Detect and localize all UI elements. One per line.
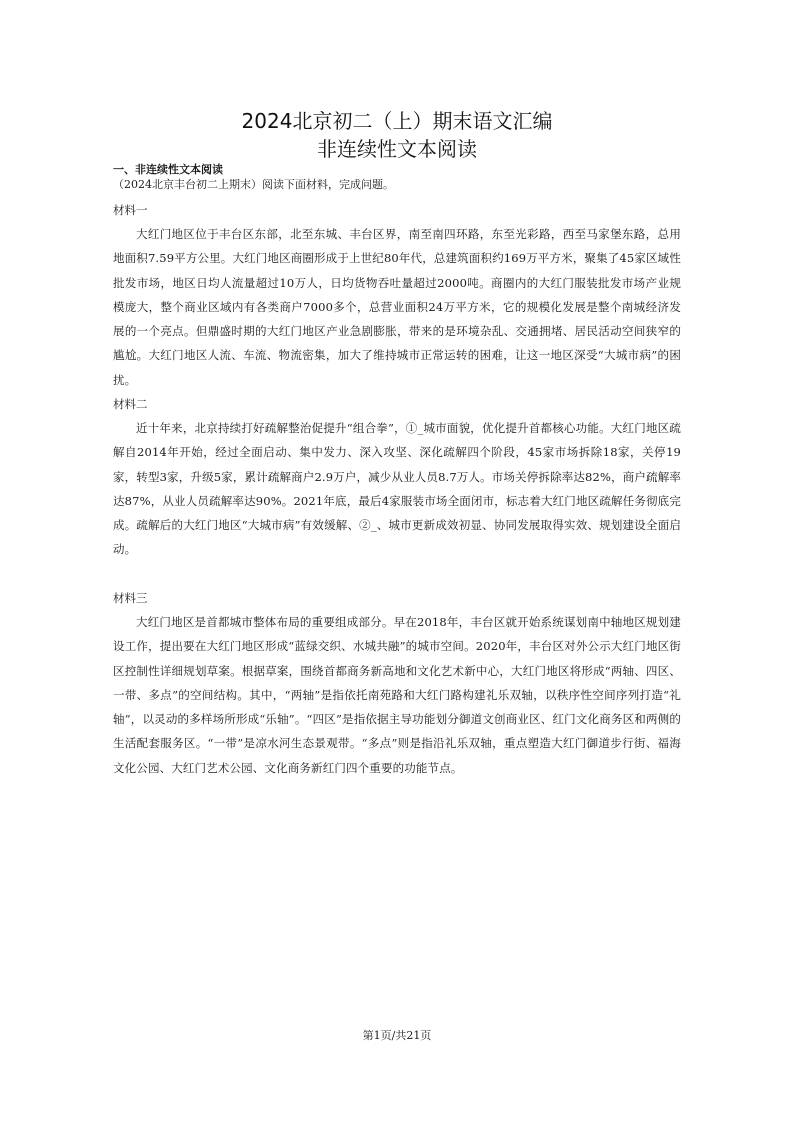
material-text-3: 大红门地区是首都城市整体布局的重要组成部分。早在2018年，丰台区就开始系统谋划南中轴地区规划建设工作，提出要在大红门地区形成“蓝绿交织、水城共融”的城市空间。2020年，丰台区对外公示大红门地区街区控制性详细规划草案。根据草案，围绕首都商务新高地和文化艺术新中心，大红门地区将形成“两轴、四区、一带、多点”的空间结构。其中，“两轴”是指依托南苑路和大红门路构建礼乐双轴，以秩序性空间序列打造“礼轴”，以灵动的多样场所形成“乐轴”。“四区”是指依据主导功能划分御道文创商业区、红门文化商务区和两侧的生活配套服务区。“一带”是凉水河生态景观带。“多点”则是指沿礼乐双轴，重点塑造大红门御道步行街、福海文化公园、大红门艺术公园、文化商务新红门四个重要的功能节点。 bbox=[113, 615, 681, 775]
material-label-1: 材料一 bbox=[113, 203, 148, 217]
material-label-2: 材料二 bbox=[113, 397, 148, 411]
source-line: （2024北京丰台初二上期末）阅读下面材料，完成问题。 bbox=[113, 178, 394, 191]
document-title: 2024北京初二（上）期末语文汇编 bbox=[241, 109, 553, 133]
section-heading: 一、非连续性文本阅读 bbox=[113, 163, 223, 176]
material-text-1: 大红门地区位于丰台区东部，北至东城、丰台区界，南至南四环路，东至光彩路，西至马家堡东路，总用地面积7.59平方公里。大红门地区商圈形成于上世纪80年代，总建筑面积约169万平方米，聚集了45家区域性批发市场，地区日均人流量超过10万人，日均货物吞吐量超过2000吨。商圈内的大红门服装批发市场产业规模庞大，整个商业区域内有各类商户7000多个，总营业面积24万平方米，它的规模化发展是整个南城经济发展的一个亮点。但鼎盛时期的大红门地区产业急剧膨胀，带来的是环境杂乱、交通拥堵、居民活动空间狭窄的尴尬。大红门地区人流、车流、物流密集，加大了维持城市正常运转的困难，让这一地区深受“大城市病”的困扰。 bbox=[113, 227, 681, 387]
material-text-2: 近十年来，北京持续打好疏解整治促提升“组合拳”，①_城市面貌，优化提升首都核心功能。大红门地区疏解自2014年开始，经过全面启动、集中发力、深入攻坚、深化疏解四个阶段，45家市场拆除18家，关停19家，转型3家，升级5家，累计疏解商户2.9万户，减少从业人员8.7万人。市场关停拆除率达82%，商户疏解率达87%，从业人员疏解率达90%。2021年底，最后4家服装市场全面闭市，标志着大红门地区疏解任务彻底完成。疏解后的大红门地区“大城市病”有效缓解、②_、城市更新成效初显、协同发展取得实效、规划建设全面启动。 bbox=[113, 421, 681, 557]
page-footer: 第1页/共21页 bbox=[362, 1029, 432, 1042]
material-label-3: 材料三 bbox=[113, 591, 148, 605]
document-subtitle: 非连续性文本阅读 bbox=[317, 137, 477, 161]
